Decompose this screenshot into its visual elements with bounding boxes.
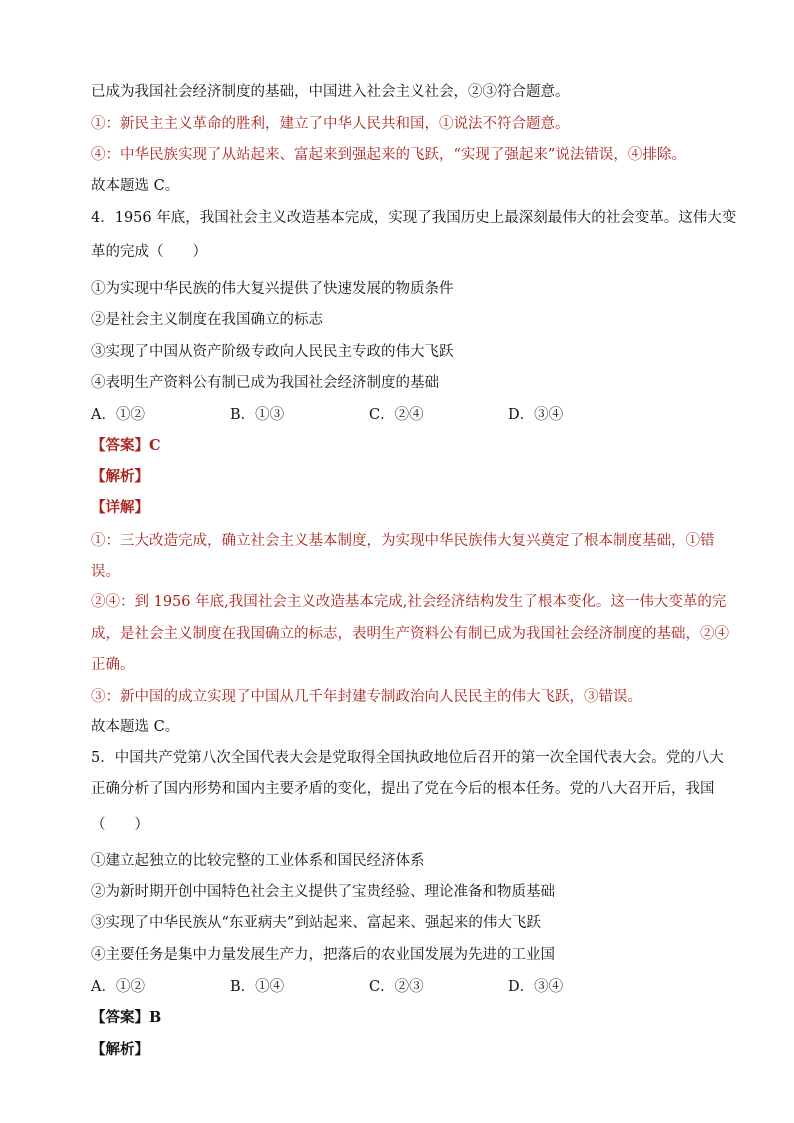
q5-stem: 5．中国共产党第八次全国代表大会是党取得全国执政地位后召开的第一次全国代表大会。党的八大 <box>91 750 724 766</box>
q4-detail-line: 误。 <box>91 564 120 580</box>
q5-statement-3: ③实现了中华民族从“东亚病夫”到站起来、富起来、强起来的伟大飞跃 <box>91 915 541 931</box>
q4-stem: 4．1956 年底，我国社会主义改造基本完成，实现了我国历史上最深刻最伟大的社会变革。这伟大变 <box>91 210 737 226</box>
q4-conclusion: 故本题选 C。 <box>91 719 180 735</box>
q5-option-a: A．①② <box>91 979 145 995</box>
prev-explanation-line: ④：中华民族实现了从站起来、富起来到强起来的飞跃，“实现了强起来”说法错误，④排除。 <box>91 147 686 163</box>
q5-statement-1: ①建立起独立的比较完整的工业体系和国民经济体系 <box>91 853 425 869</box>
q5-stem: 正确分析了国内形势和国内主要矛盾的变化，提出了党在今后的根本任务。党的八大召开后，我国 <box>91 781 715 797</box>
q4-option-c: C．②④ <box>369 407 424 423</box>
q4-detail-line: 成，是社会主义制度在我国确立的标志，表明生产资料公有制已成为我国社会经济制度的基础，②④ <box>91 626 729 642</box>
q5-statement-2: ②为新时期开创中国特色社会主义提供了宝贵经验、理论准备和物质基础 <box>91 884 555 900</box>
q4-option-a: A．①② <box>91 407 145 423</box>
q4-statement-4: ④表明生产资料公有制已成为我国社会经济制度的基础 <box>91 375 439 391</box>
q5-answer: 【答案】B <box>91 1009 162 1026</box>
q5-statement-4: ④主要任务是集中力量发展生产力，把落后的农业国发展为先进的工业国 <box>91 947 555 963</box>
q4-detail-line: ③：新中国的成立实现了中国从几千年封建专制政治向人民民主的伟大飞跃，③错误。 <box>91 689 642 705</box>
q4-option-b: B．①③ <box>230 407 285 423</box>
prev-conclusion: 故本题选 C。 <box>91 178 180 194</box>
q4-answer: 【答案】C <box>91 437 161 454</box>
prev-explanation-line: ①：新民主主义革命的胜利，建立了中华人民共和国，①说法不符合题意。 <box>91 116 570 132</box>
q5-stem-blank: （ ） <box>91 817 149 833</box>
q4-statement-3: ③实现了中国从资产阶级专政向人民民主专政的伟大飞跃 <box>91 344 454 360</box>
q5-option-c: C．②③ <box>369 979 424 995</box>
q4-statement-1: ①为实现中华民族的伟大复兴提供了快速发展的物质条件 <box>91 281 454 297</box>
q5-option-d: D．③④ <box>508 979 564 995</box>
q5-option-b: B．①④ <box>230 979 285 995</box>
q4-detail-label: 【详解】 <box>91 499 149 516</box>
q4-detail-line: ②④：到 1956 年底,我国社会主义改造基本完成,社会经济结构发生了根本变化。这一伟大变革的完 <box>91 594 727 610</box>
q4-statement-2: ②是社会主义制度在我国确立的标志 <box>91 312 323 328</box>
q4-analysis-label: 【解析】 <box>91 468 149 485</box>
q4-detail-line: 正确。 <box>91 657 135 673</box>
q5-analysis-label: 【解析】 <box>91 1041 149 1058</box>
q4-option-d: D．③④ <box>508 407 564 423</box>
prev-explanation-line: 已成为我国社会经济制度的基础，中国进入社会主义社会，②③符合题意。 <box>91 84 570 100</box>
q4-detail-line: ①：三大改造完成，确立社会主义基本制度，为实现中华民族伟大复兴奠定了根本制度基础，①错 <box>91 533 715 549</box>
q4-stem: 革的完成（ ） <box>91 244 207 260</box>
